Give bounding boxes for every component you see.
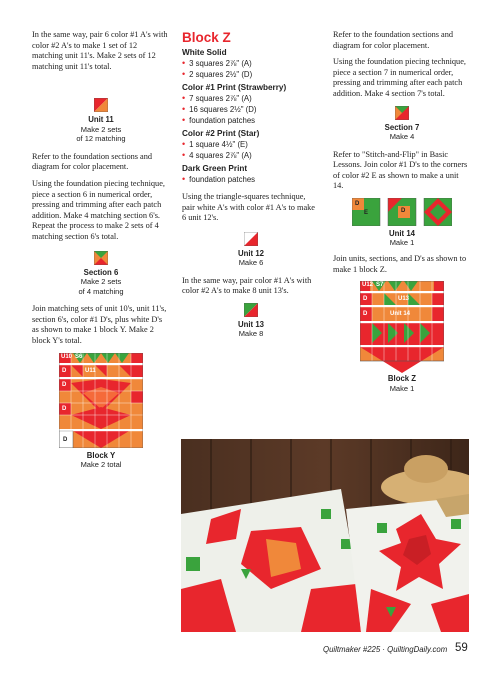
label-u11: U11 <box>85 367 96 374</box>
fabric-list-color2 <box>182 139 320 161</box>
unit-13-caption: Unit 13 Make 8 <box>238 319 264 339</box>
label-u10: U10 <box>61 353 73 360</box>
fabric-item: • foundation patches <box>182 115 320 126</box>
unit-14-caption: Unit 14 Make 1 <box>389 228 415 248</box>
unit-12-caption: Unit 12 Make 6 <box>238 248 264 268</box>
block-z-diagram <box>360 281 444 373</box>
label-e: E <box>364 209 369 216</box>
fabric-heading-color2: Color #2 Print (Star) <box>182 129 260 138</box>
label-d: D <box>63 436 68 443</box>
section-7-caption: Section 7 Make 4 <box>384 122 420 142</box>
label-d: D <box>62 405 67 412</box>
instruction-paragraph: Using the triangle-squares technique, pair white A's with color #1 A's to make 6 unit 12's. <box>182 192 315 223</box>
fabric-heading-color1: Color #1 Print (Strawberry) <box>182 83 287 92</box>
section-6-caption: Section 6 Make 2 sets of 4 matching <box>78 267 124 296</box>
quilt-photo <box>181 439 469 632</box>
instruction-paragraph: Join units, sections, and D's as shown to make 1 block Z. <box>333 253 467 274</box>
label-s7: S7 <box>376 282 384 289</box>
section-6-diagram <box>94 251 108 265</box>
footer-text: Quiltmaker #225 · QuiltingDaily.com <box>323 645 448 654</box>
unit-12-diagram <box>244 232 258 246</box>
label-d: D <box>363 296 368 303</box>
instruction-paragraph: Refer to "Stitch-and-Flip" in Basic Lessons. Join color #1 D's to the corners of color #2 E as shown to make a unit 14. <box>333 149 468 191</box>
label-u12: U12 <box>362 282 374 289</box>
block-z-caption: Block Z Make 1 <box>387 374 417 393</box>
unit-11-diagram <box>94 98 108 112</box>
fabric-heading-darkgreen: Dark Green Print <box>182 164 248 173</box>
column-left <box>32 30 170 470</box>
fabric-list-darkgreen <box>182 174 320 185</box>
label-d: D <box>355 200 360 207</box>
fabric-item: • 2 squares 2½" (D) <box>182 69 320 80</box>
unit-14-diagram <box>352 198 452 226</box>
instruction-paragraph: Refer to the foundation sections and diagram for color placement. <box>32 151 153 172</box>
label-u13: U13 <box>398 296 410 303</box>
fabric-item: • 16 squares 2½" (D) <box>182 104 320 115</box>
fabric-item: • 1 square 4½" (E) <box>182 139 320 150</box>
label-unit-14: Unit 14 <box>390 311 411 318</box>
unit-11-caption: Unit 11 Make 2 sets of 12 matching <box>76 115 126 144</box>
fabric-item: • foundation patches <box>182 174 320 185</box>
block-z-title: Block Z <box>182 30 231 45</box>
column-right <box>333 30 471 393</box>
instruction-paragraph: Join matching sets of unit 10's, unit 11's, section 6's, color #1 D's, plus white D's as shown to make 1 block Y. Make 2 block Y's total. <box>32 304 167 345</box>
instruction-paragraph: Using the foundation piecing technique, piece a section 7 in numerical order, pressing and trimming after each patch addition. Make 4 section 7's total. <box>333 57 466 98</box>
instruction-paragraph: Refer to the foundation sections and diagram for color placement. <box>333 30 454 50</box>
fabric-list-color1 <box>182 93 320 126</box>
page-number: 59 <box>455 642 468 654</box>
label-d: D <box>62 381 67 388</box>
instruction-paragraph: Using the foundation piecing technique, piece a section 6 in numerical order, pressing and trimming after each patch addition. Make 4 matching section 6's. Repeat the process to make 2 sets of 4 matching section 6's total. <box>32 179 165 242</box>
instruction-paragraph: In the same way, pair color #1 A's with color #2 A's to make 8 unit 13's. <box>182 275 312 296</box>
unit-13-diagram <box>244 303 258 317</box>
fabric-item: • 7 squares 2⅞" (A) <box>182 93 320 104</box>
label-s6: S6 <box>75 353 83 360</box>
section-7-diagram <box>395 106 409 120</box>
block-y-caption: Block Y Make 2 total <box>80 450 122 469</box>
instruction-paragraph: In the same way, pair 6 color #1 A's with color #2 A's to make 1 set of 12 matching unit 11's. Make 2 sets of 12 matching unit 11's total. <box>32 30 168 71</box>
column-middle <box>182 30 320 339</box>
fabric-item: • 3 squares 2⅞" (A) <box>182 58 320 69</box>
label-d: D <box>62 367 67 374</box>
fabric-heading-white: White Solid <box>182 48 227 57</box>
block-y-diagram <box>59 353 143 448</box>
fabric-list-white <box>182 58 320 80</box>
fabric-item: • 4 squares 2⅞" (A) <box>182 150 320 161</box>
label-d: D <box>363 311 368 318</box>
label-d: D <box>401 207 406 214</box>
